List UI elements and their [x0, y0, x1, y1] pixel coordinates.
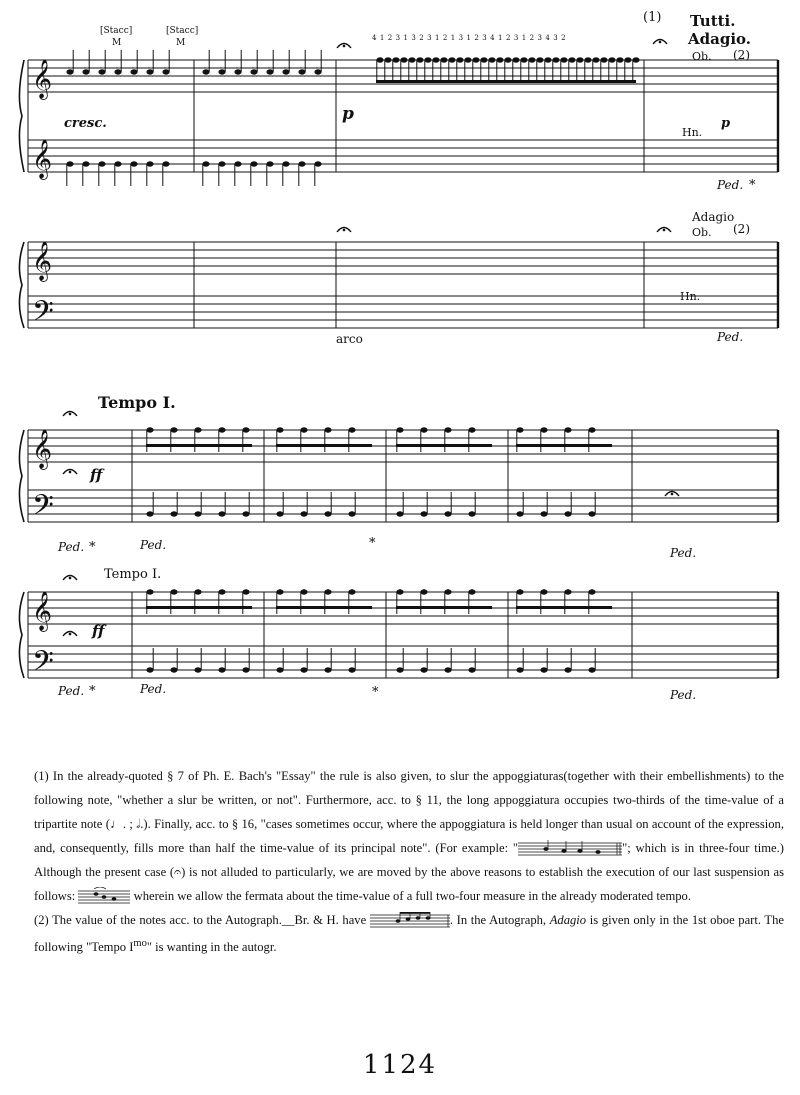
notehead	[588, 667, 595, 672]
notehead	[218, 69, 225, 74]
footnote-2-adagio: Adagio	[549, 913, 587, 927]
notehead	[170, 589, 177, 594]
notehead	[218, 511, 225, 516]
notehead	[540, 511, 547, 516]
notehead	[276, 427, 283, 432]
notehead	[512, 57, 519, 62]
beam	[276, 444, 372, 447]
notehead	[588, 511, 595, 516]
pedal-mark-3a: Ped.	[58, 540, 85, 554]
pedal-mark-4a: Ped.	[58, 684, 85, 698]
notehead	[300, 589, 307, 594]
notehead	[448, 57, 455, 62]
notehead	[348, 511, 355, 516]
pedal-release-4a: *	[89, 684, 96, 699]
run-fingering: 4 1 2 3 1 3 2 3 1 2 1 3 1 2 3 4 1 2 3 1 2 3 4 3 2	[372, 34, 567, 42]
notehead	[234, 69, 241, 74]
oboe-label: Ob.	[692, 50, 712, 63]
notehead	[130, 69, 137, 74]
notehead	[472, 57, 479, 62]
notehead	[266, 161, 273, 166]
tempo-primo-1: Tempo I.	[98, 393, 176, 412]
notehead	[608, 57, 615, 62]
piano-dynamic: p	[342, 104, 354, 124]
notehead	[170, 667, 177, 672]
notehead	[146, 161, 153, 166]
notehead	[218, 589, 225, 594]
beam	[396, 606, 492, 609]
notehead	[540, 427, 547, 432]
notehead	[496, 57, 503, 62]
adagio-marking-2: Adagio	[692, 210, 735, 224]
notehead	[66, 161, 73, 166]
notehead	[400, 57, 407, 62]
beam	[516, 606, 612, 609]
notehead	[376, 57, 383, 62]
footnote-1-part-2: "; which is in three-four time.) Although the present case (𝄐) is not alluded to particularly, we are moved by the above reasons to establish the execution of our last suspension as follows:	[34, 841, 784, 903]
pedal-release-3b: *	[369, 536, 376, 551]
pedal-mark-4c: Ped.	[670, 688, 697, 702]
pedal-mark-2: Ped.	[717, 330, 744, 344]
ff-dynamic-2: ff	[92, 622, 105, 640]
footnote-2-mo: mo	[133, 938, 147, 949]
fermata-dot	[69, 413, 72, 416]
notehead	[632, 57, 639, 62]
footnote-2-part-4: " is wanting in the autogr.	[146, 940, 277, 955]
notehead	[516, 667, 523, 672]
notehead	[300, 667, 307, 672]
notehead	[242, 427, 249, 432]
notehead	[564, 427, 571, 432]
clef-icon: 𝄞	[32, 429, 53, 469]
page-number: 1124	[362, 1050, 438, 1080]
notehead	[420, 511, 427, 516]
clef-icon: 𝄞	[32, 591, 53, 631]
notehead	[416, 57, 423, 62]
notehead	[588, 427, 595, 432]
notehead	[114, 161, 121, 166]
notehead	[98, 69, 105, 74]
notehead	[276, 511, 283, 516]
notehead	[194, 427, 201, 432]
beam	[146, 606, 252, 609]
staccato-m-1: M	[112, 38, 122, 48]
pedal-release-3a: *	[89, 540, 96, 555]
clef-icon: 𝄞	[32, 241, 53, 281]
notehead	[516, 589, 523, 594]
notehead	[468, 667, 475, 672]
notehead	[324, 427, 331, 432]
notehead	[146, 511, 153, 516]
notehead	[568, 57, 575, 62]
notehead	[194, 589, 201, 594]
beam	[276, 606, 372, 609]
notehead	[298, 69, 305, 74]
notehead	[202, 69, 209, 74]
notehead	[234, 161, 241, 166]
footnote-1-part-1: (1) In the already-quoted § 7 of Ph. E. Bach's "Essay" the rule is also given, to slur the appoggiaturas(together with their embellishments) to the following note, "whether a slur be written, or not". Furthermore, acc. to § 11, the long appoggiatura occupies two-thirds of the time-value of a tripartite note (♩. ; 𝅗𝅥.). Finally, acc. to § 16, "cases sometimes occur, where the appoggiatura is held longer than usual on account of the expression, and, consequently, fills more than half the time-value of its principal note". (For example: "	[34, 769, 784, 855]
notehead	[396, 589, 403, 594]
notehead	[420, 427, 427, 432]
horn-piano: p	[721, 116, 731, 131]
clef-icon: 𝄢	[32, 489, 54, 529]
beam	[146, 444, 252, 447]
notehead	[420, 667, 427, 672]
beam	[396, 444, 492, 447]
horn-label: Hn.	[682, 126, 703, 139]
notehead	[194, 667, 201, 672]
notehead	[420, 589, 427, 594]
pedal-release-4b: *	[372, 685, 379, 700]
pedal-mark-3c: Ped.	[670, 546, 697, 560]
notehead	[384, 57, 391, 62]
tempo-primo-2: Tempo I.	[104, 567, 162, 582]
music-example-appoggiatura	[518, 839, 622, 859]
system-brace	[19, 430, 24, 522]
notehead	[348, 427, 355, 432]
notehead	[564, 589, 571, 594]
notehead	[464, 57, 471, 62]
music-example-breitkopf	[370, 911, 450, 931]
fermata-dot	[69, 633, 72, 636]
notehead	[250, 69, 257, 74]
adagio-marking: Adagio.	[688, 30, 751, 48]
fermata-dot	[343, 229, 346, 232]
notehead	[98, 161, 105, 166]
notehead	[242, 589, 249, 594]
footnote-ref-1: (1)	[643, 10, 662, 25]
notehead	[162, 161, 169, 166]
notehead	[324, 667, 331, 672]
notehead	[488, 57, 495, 62]
notehead	[564, 667, 571, 672]
notehead	[600, 57, 607, 62]
notehead	[324, 589, 331, 594]
notehead	[560, 57, 567, 62]
notehead	[146, 667, 153, 672]
clef-icon: 𝄞	[32, 139, 53, 179]
notehead	[282, 161, 289, 166]
fermata-dot	[671, 493, 674, 496]
fermata-dot	[69, 577, 72, 580]
arco-marking: arco	[336, 332, 363, 346]
notehead	[540, 667, 547, 672]
notehead	[516, 427, 523, 432]
notehead	[82, 161, 89, 166]
fermata-dot	[663, 229, 666, 232]
notehead	[576, 57, 583, 62]
notehead	[444, 511, 451, 516]
system-brace	[19, 242, 24, 328]
pedal-mark-1: Ped.	[717, 178, 744, 192]
notehead	[82, 69, 89, 74]
cresc-marking: cresc.	[64, 116, 107, 131]
notehead	[314, 69, 321, 74]
notehead	[348, 667, 355, 672]
staccato-m-2: M	[176, 38, 186, 48]
notehead	[480, 57, 487, 62]
footnote-2	[34, 908, 784, 959]
notehead	[536, 57, 543, 62]
horn-label-2: Hn.	[680, 290, 701, 303]
notehead	[396, 667, 403, 672]
fermata-dot	[659, 41, 662, 44]
notehead	[146, 427, 153, 432]
footnote-2-part-2: . In the Autograph,	[449, 913, 547, 927]
notehead	[504, 57, 511, 62]
notehead	[432, 57, 439, 62]
notehead	[130, 161, 137, 166]
pedal-mark-3b: Ped.	[140, 538, 167, 552]
staccato-bracket-2: [Stacc]	[166, 26, 199, 36]
notehead	[520, 57, 527, 62]
notehead	[250, 161, 257, 166]
notehead	[528, 57, 535, 62]
notehead	[592, 57, 599, 62]
notehead	[516, 511, 523, 516]
notehead	[564, 511, 571, 516]
footnote-2-part-1: (2) The value of the notes acc. to the Autograph.__Br. & H. have	[34, 913, 367, 927]
notehead	[266, 69, 273, 74]
notehead	[616, 57, 623, 62]
notehead	[396, 427, 403, 432]
tutti-marking: Tutti.	[690, 12, 736, 30]
notehead	[408, 57, 415, 62]
notehead	[552, 57, 559, 62]
notehead	[276, 589, 283, 594]
fermata-dot	[343, 45, 346, 48]
notehead	[540, 589, 547, 594]
notehead	[170, 511, 177, 516]
pedal-release-1: *	[749, 178, 756, 193]
notehead	[300, 511, 307, 516]
notehead	[584, 57, 591, 62]
notehead	[66, 69, 73, 74]
notehead	[396, 511, 403, 516]
music-example-suspension	[78, 887, 130, 907]
notehead	[276, 667, 283, 672]
oboe-label-2: Ob.	[692, 226, 712, 239]
notehead	[444, 667, 451, 672]
notehead	[444, 589, 451, 594]
beam	[376, 80, 636, 83]
notehead	[348, 589, 355, 594]
clef-icon: 𝄢	[32, 295, 54, 335]
notehead	[218, 427, 225, 432]
fermata-dot	[69, 471, 72, 474]
notehead	[468, 589, 475, 594]
notehead	[424, 57, 431, 62]
notehead	[218, 667, 225, 672]
notehead	[444, 427, 451, 432]
notehead	[468, 511, 475, 516]
notehead	[242, 667, 249, 672]
notehead	[298, 161, 305, 166]
notehead	[468, 427, 475, 432]
system-brace	[19, 592, 24, 678]
notehead	[544, 57, 551, 62]
footnote-1-part-3: wherein we allow the fermata about the time-value of a full two-four measure in the already moderated tempo.	[133, 889, 691, 903]
footnote-ref-2b: (2)	[733, 222, 750, 236]
notehead	[624, 57, 631, 62]
notehead	[242, 511, 249, 516]
notehead	[146, 589, 153, 594]
notehead	[162, 69, 169, 74]
clef-icon: 𝄢	[32, 645, 54, 685]
notehead	[114, 69, 121, 74]
notehead	[300, 427, 307, 432]
footnotes	[34, 764, 784, 959]
notehead	[588, 589, 595, 594]
notehead	[324, 511, 331, 516]
notehead	[146, 69, 153, 74]
notehead	[440, 57, 447, 62]
notehead	[314, 161, 321, 166]
footnote-ref-2: (2)	[733, 48, 750, 62]
notehead	[170, 427, 177, 432]
beam	[516, 444, 612, 447]
clef-icon: 𝄞	[32, 59, 53, 99]
ff-dynamic-1: ff	[90, 466, 103, 484]
notehead	[218, 161, 225, 166]
notehead	[392, 57, 399, 62]
pedal-mark-4b: Ped.	[140, 682, 167, 696]
notehead	[456, 57, 463, 62]
footnote-2-part-3: is given only in the 1st oboe part. The following "Tempo I	[34, 913, 784, 955]
notehead	[282, 69, 289, 74]
system-brace	[19, 60, 24, 172]
footnote-1	[34, 764, 784, 908]
staccato-bracket-1: [Stacc]	[100, 26, 133, 36]
notehead	[194, 511, 201, 516]
notehead	[202, 161, 209, 166]
